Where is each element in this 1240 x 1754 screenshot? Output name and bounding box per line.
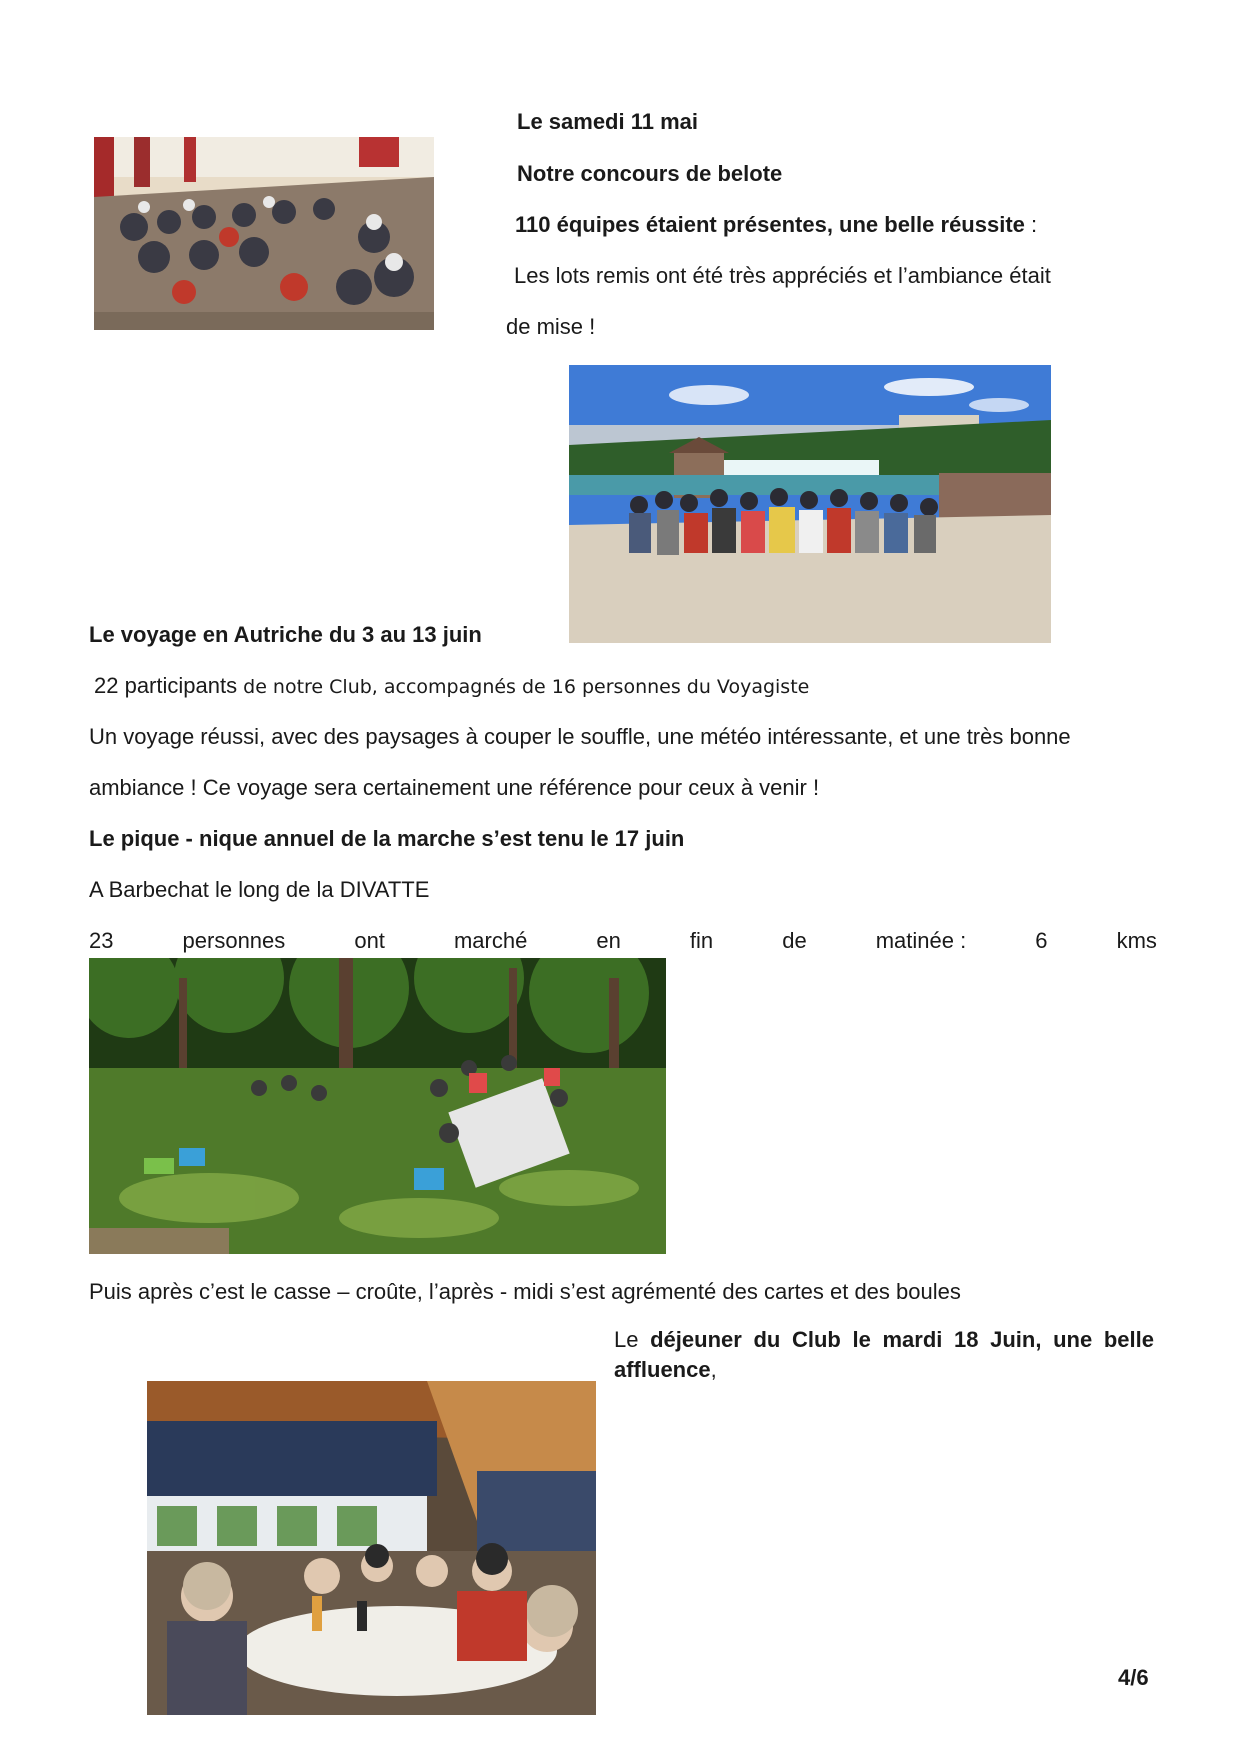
voyage-participants — [94, 673, 809, 699]
walk-word: de — [782, 928, 807, 953]
picnic-walk-line — [89, 928, 1157, 954]
belote-photo — [94, 137, 434, 330]
walk-word: matinée : — [875, 928, 967, 953]
voyage-participants-count: 22 participants — [94, 673, 238, 698]
voyage-group-photo — [569, 365, 1051, 643]
belote-lots-line1: Les lots remis ont été très appréciés et l’ambiance était — [514, 263, 1051, 288]
dejeuner-photo — [147, 1381, 596, 1715]
dejeuner-suffix: , — [710, 1357, 717, 1382]
picnic-after: Puis après c’est le casse – croûte, l’après - midi s’est agrémenté des cartes et des boules — [89, 1279, 961, 1304]
picnic-place: A Barbechat le long de la DIVATTE — [89, 877, 430, 902]
walk-word: ont — [354, 928, 385, 953]
voyage-line2: ambiance ! Ce voyage sera certainement une référence pour ceux à venir ! — [89, 775, 820, 800]
picnic-title: Le pique - nique annuel de la marche s’est tenu le 17 juin — [89, 826, 685, 851]
voyage-line1: Un voyage réussi, avec des paysages à couper le souffle, une météo intéressante, et une très bonne — [89, 724, 1071, 749]
walk-word: personnes — [182, 928, 286, 953]
picnic-photo — [89, 958, 666, 1254]
walk-word: fin — [689, 928, 714, 953]
dejeuner-prefix: Le — [614, 1327, 651, 1352]
belote-lots-line2: de mise ! — [506, 314, 596, 339]
dejeuner-bold: déjeuner du Club le mardi 18 Juin, une belle affluence — [614, 1327, 1154, 1382]
belote-title: Notre concours de belote — [517, 161, 783, 186]
belote-teams-bold: 110 équipes étaient présentes, une belle réussite — [515, 212, 1025, 237]
dejeuner-text — [614, 1325, 1154, 1385]
belote-date: Le samedi 11 mai — [517, 109, 698, 134]
voyage-title: Le voyage en Autriche du 3 au 13 juin — [89, 622, 482, 647]
walk-word: en — [596, 928, 621, 953]
walk-word: marché — [453, 928, 528, 953]
walk-word: 23 — [89, 928, 114, 953]
page-number: 4/6 — [1118, 1665, 1149, 1690]
voyage-participants-detail: de notre Club, accompagnés de 16 personnes du Voyagiste — [237, 676, 810, 698]
belote-teams — [515, 212, 1037, 238]
belote-teams-tail: : — [1024, 212, 1038, 237]
walk-word: 6 — [1035, 928, 1048, 953]
walk-word: kms — [1116, 928, 1157, 953]
